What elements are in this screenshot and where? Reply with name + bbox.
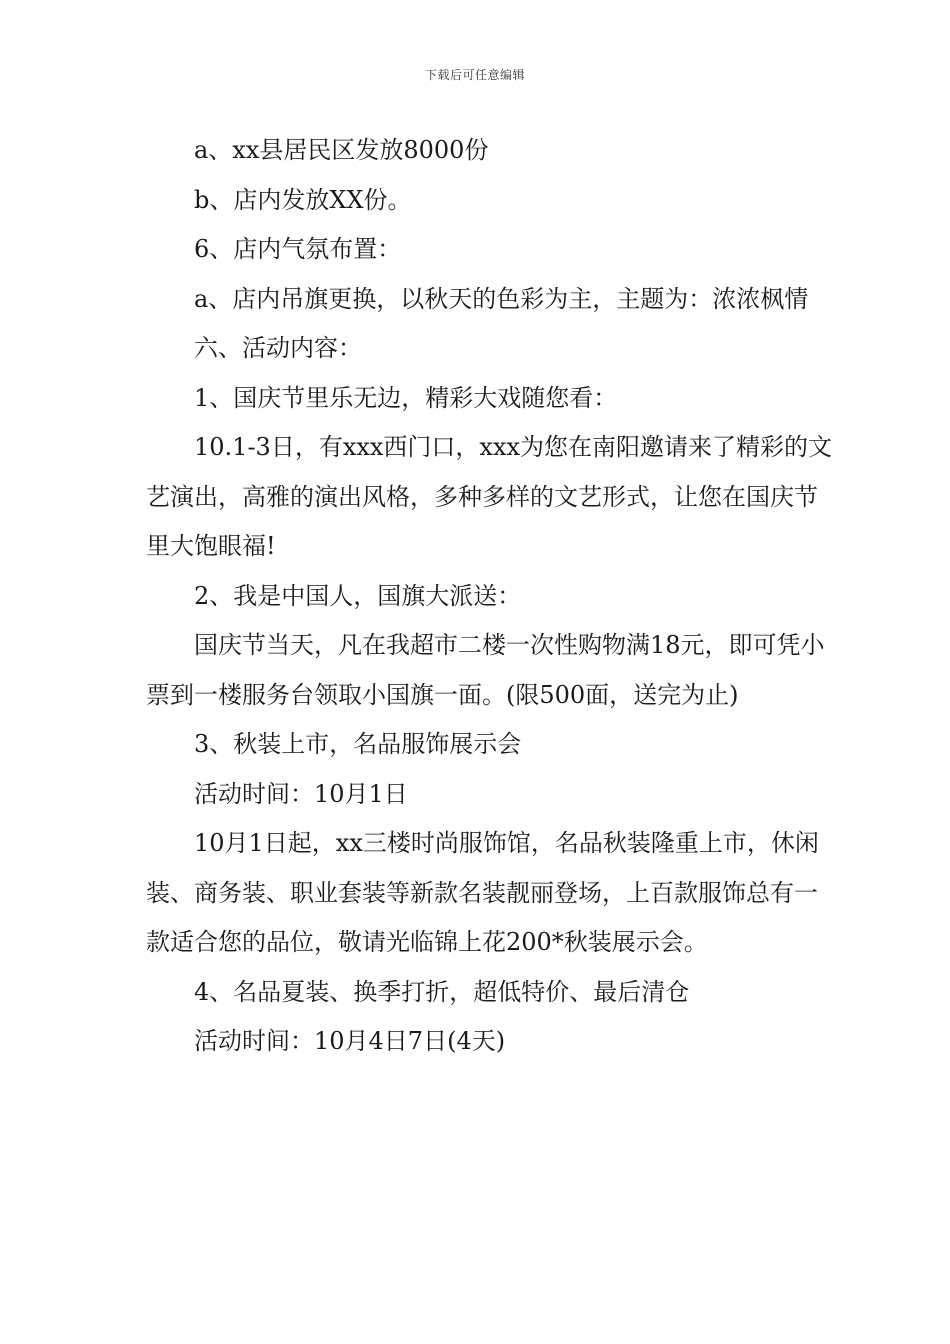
paragraph: b、店内发放XX份。 [194,185,412,214]
paragraph: a、xx县居民区发放8000份 [194,136,489,164]
paragraph: 6、店内气氛布置： [194,235,402,263]
paragraph: 活动时间：10月1日 [194,779,408,808]
paragraph: 1、国庆节里乐无边，精彩大戏随您看： [194,383,618,412]
paragraph: 活动时间：10月4日7日(4天) [194,1027,506,1055]
paragraph: 国庆节当天，凡在我超市二楼一次性购物满18元，即可凭小票到一楼服务台领取小国旗一面。(限500面，送完为止) [146,631,825,709]
page-header: 下载后可任意编辑 [424,68,525,82]
paragraph: 4、名品夏装、换季打折，超低特价、最后清仓 [194,977,690,1006]
paragraph: 六、活动内容： [194,334,362,362]
paragraph: a、店内吊旗更换，以秋天的色彩为主，主题为：浓浓枫情 [194,284,809,313]
paragraph: 2、我是中国人，国旗大派送： [194,581,522,610]
paragraph: 3、秋装上市，名品服饰展示会 [194,730,522,758]
paragraph: 10.1-3日，有xxx西门口，xxx为您在南阳邀请来了精彩的文艺演出，高雅的演出风格，多种多样的文艺形式，让您在国庆节里大饱眼福! [146,433,833,560]
paragraph: 10月1日起，xx三楼时尚服饰馆，名品秋装隆重上市，休闲装、商务装、职业套装等新款名装靓丽登场，上百款服饰总有一款适合您的品位，敬请光临锦上花200*秋装展示会。 [146,829,819,956]
document-body [146,126,836,1067]
